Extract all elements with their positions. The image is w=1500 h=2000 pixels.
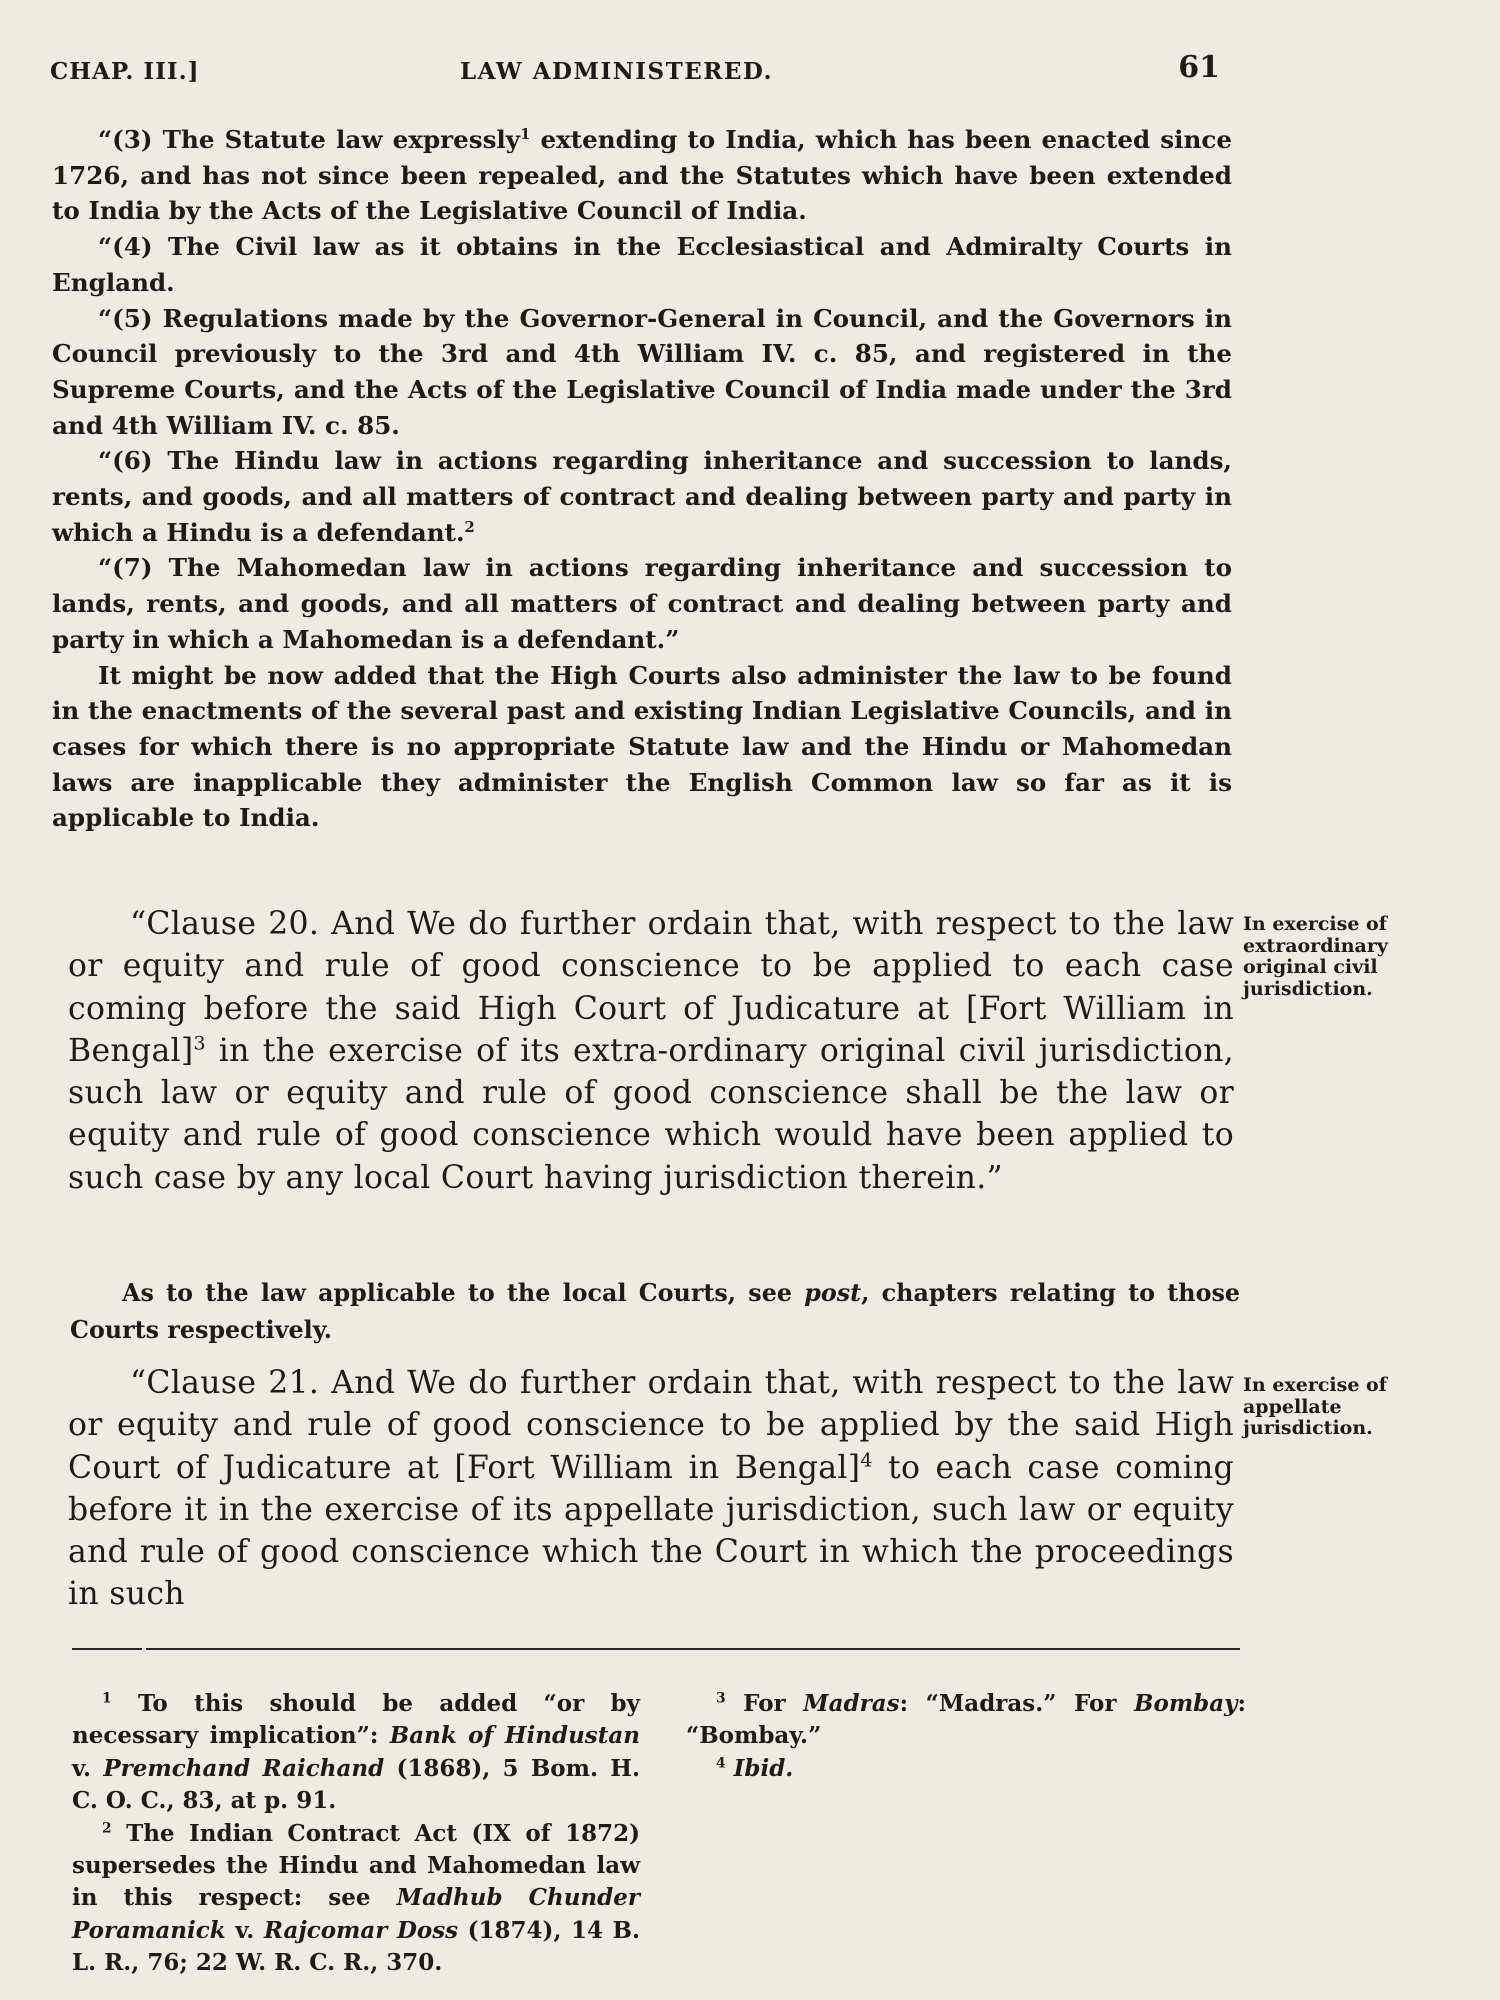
clause-21-text: “Clause 21. And We do further ordain that, with respect to the law or equity and rule of good conscience to be applied by the said High Court of Judicature at [Fort William in Bengal]$^4$ to each case coming before it in the exercise of its appellate jurisdiction, such law or equity and rule of good conscience which the Court in which the proceedings in such [68,1365,1234,1613]
footnote-2: $^2$ The Indian Contract Act (IX of 1872) supersedes the Hindu and Mahomedan law in this respect: see Madhub Chunder Poramanick v. Rajcomar Doss (1874), 14 B. L. R., 76; 22 W. R. C. R., 370. [72,1819,640,1977]
list-item: “(6) The Hindu law in actions regarding inheritance and succession to lands, rents, and goods, and all matters of contract and dealing between party and party in which a Hindu is a defendant.$^2$ [52,446,1232,547]
footnotes-right-column [686,1688,1246,1785]
list-item: “(3) The Statute law expressly$^1$ extending to India, which has been enacted since 1726, and has not since been repealed, and the Statutes which have been extended to India by the Acts of the Legislative Council of India. [52,125,1232,226]
list-item: “(7) The Mahomedan law in actions regarding inheritance and succession to lands, rents, and goods, and all matters of contract and dealing between party and party in which a Mahomedan is a defendant.” [52,553,1232,654]
list-item: “(4) The Civil law as it obtains in the Ecclesiastical and Admiralty Courts in England. [52,232,1232,297]
footnote-ref: 3 [193,1032,206,1055]
local-courts-note: As to the law applicable to the local Courts, see post, chapters relating to those Courts respectively. [70,1279,1240,1344]
clause-20 [68,903,1234,1199]
commentary-paragraph: It might be now added that the High Courts also administer the law to be found in the enactments of the several past and existing Indian Legislative Councils, and in cases for which there is no appropriate Statute law and the Hindu or Mahomedan laws are inapplicable they administer the English Common law so far as it is applicable to India. [52,660,1232,833]
footnote-3: $^3$ For Madras: “Madras.” For Bombay: “Bombay.” [686,1690,1247,1750]
list-item: “(5) Regulations made by the Governor-General in Council, and the Governors in Council previously to the 3rd and 4th William IV. c. 85, and registered in the Supreme Courts, and the Acts of the Legislative Council of India made under the 3rd and 4th William IV. c. 85. [52,303,1232,440]
clause-21 [68,1362,1234,1616]
footnote-1: $^1$ To this should be added “or by necessary implication”: Bank of Hindustan v. Premchand Raichand (1868), 5 Bom. H. C. O. C., 83, at p. 91. [72,1690,640,1815]
running-title: LAW ADMINISTERED. [460,58,774,85]
clause-20-text: “Clause 20. And We do further ordain that, with respect to the law or equity and rule of good conscience to be applied to each case coming before the said High Court of Judicature at [Fort William in Bengal]$^3$ in the exercise of its extra-ordinary original civil jurisdiction, such law or equity and rule of good conscience shall be the law or equity and rule of good conscience which would have been applied to such case by any local Court having jurisdiction therein.” [68,906,1234,1196]
footnote-ref: 2 [464,518,475,536]
margin-note-clause-20: In exercise of extraordinary original civil jurisdiction. [1243,913,1388,1000]
footnote-rule [146,1648,1240,1650]
running-header [50,48,1220,92]
footnote-ref: 4 [860,1449,873,1472]
footnotes-left-column [72,1688,640,1980]
chapter-label: CHAP. III.] [50,58,200,85]
margin-note-clause-21: In exercise of appellate jurisdiction. [1243,1374,1387,1439]
footnote-ref: 1 [520,125,531,143]
page-number: 61 [1178,50,1220,85]
footnote-rule-short [72,1648,142,1650]
footnote-4: $^4$ Ibid. [716,1754,794,1782]
statute-list-block [52,122,1232,836]
